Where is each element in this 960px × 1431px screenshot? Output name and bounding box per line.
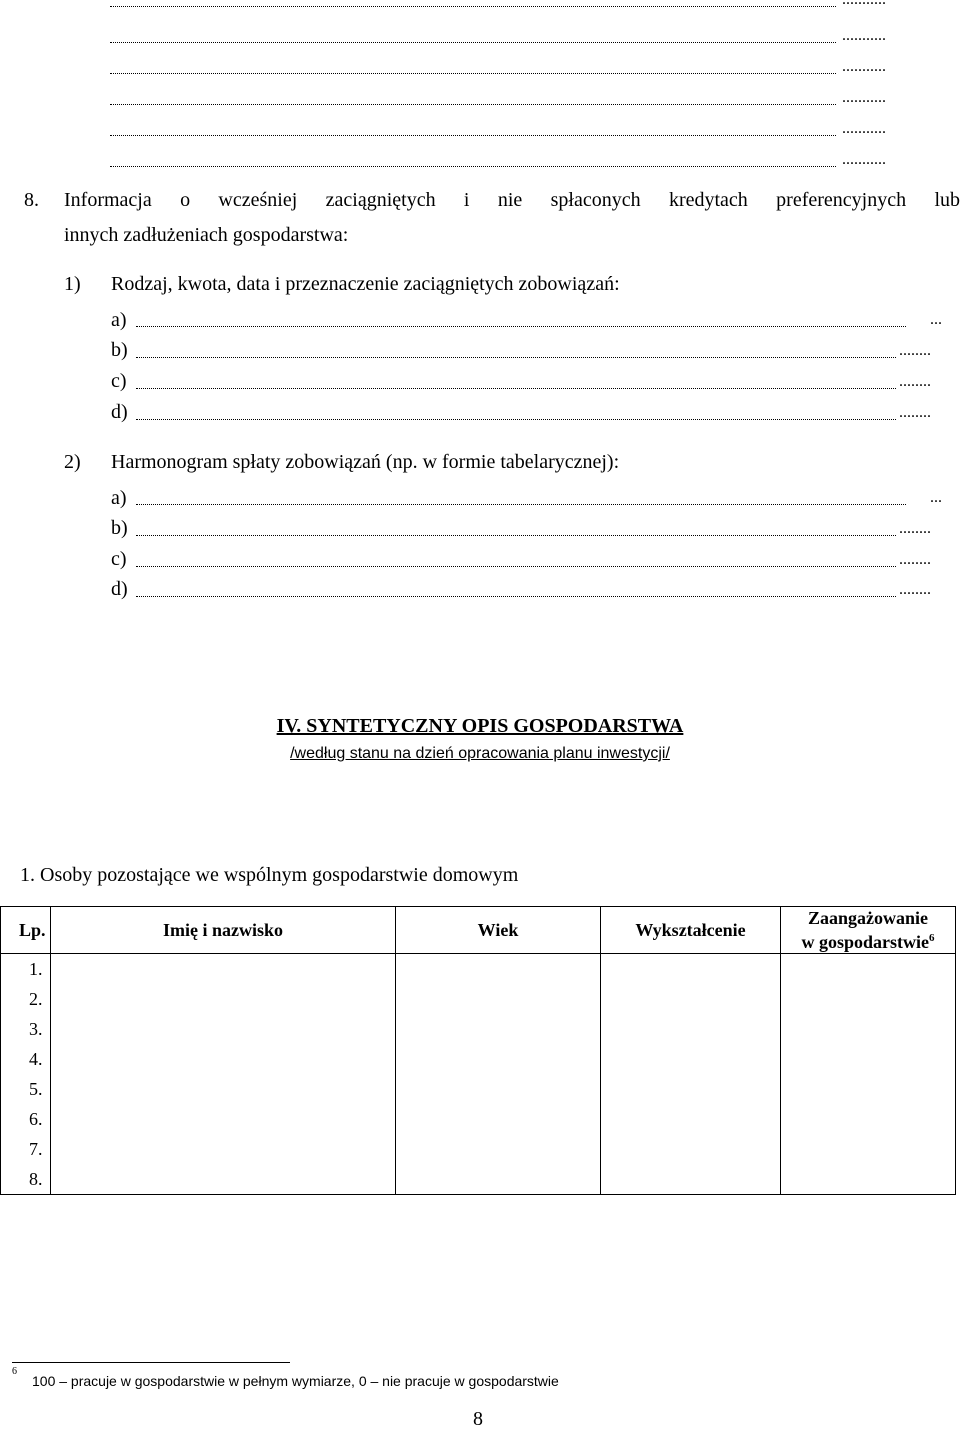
col-education: Wykształcenie: [601, 907, 781, 954]
line-label: b): [111, 339, 128, 361]
table-row: [1, 1104, 956, 1134]
dotted-line: [110, 42, 836, 43]
cell-education[interactable]: [601, 1074, 781, 1104]
cell-name[interactable]: [51, 1164, 396, 1195]
dotted-line-end: ...: [930, 489, 942, 506]
cell-age[interactable]: [396, 1134, 601, 1164]
cell-name[interactable]: [51, 1134, 396, 1164]
cell-education[interactable]: [601, 954, 781, 985]
row-number: 1.: [1, 954, 51, 985]
cell-involvement[interactable]: [781, 1104, 956, 1134]
page-number: 8: [473, 1408, 483, 1430]
dotted-line-end: [842, 0, 886, 8]
cell-education[interactable]: [601, 1014, 781, 1044]
row-number: 4.: [1, 1044, 51, 1074]
cell-age[interactable]: [396, 1014, 601, 1044]
line-label: b): [111, 517, 128, 539]
line-label: d): [111, 578, 128, 600]
row-number: 6.: [1, 1104, 51, 1134]
line-label: a): [111, 487, 127, 509]
dotted-line: [136, 535, 896, 536]
section-iv-subtitle: /według stanu na dzień opracowania planu inwestycji/: [290, 745, 670, 762]
section-title-line2: innych zadłużeniach gospodarstwa:: [64, 224, 349, 246]
table-row: [1, 1074, 956, 1104]
dotted-line: [136, 419, 896, 420]
row-number: 5.: [1, 1074, 51, 1104]
table-row: [1, 1134, 956, 1164]
dotted-line-end: ...........: [842, 120, 886, 137]
cell-education[interactable]: [601, 984, 781, 1014]
cell-involvement[interactable]: [781, 1074, 956, 1104]
table-row: [1, 954, 956, 985]
section-title-line1: Informacja o wcześniej zaciągniętych i nie spłaconych kredytach preferencyjnych lub: [64, 189, 960, 211]
cell-age[interactable]: [396, 954, 601, 985]
line-label: c): [111, 548, 127, 570]
cell-involvement[interactable]: [781, 1044, 956, 1074]
table-row: [1, 1044, 956, 1074]
dotted-line: [136, 566, 896, 567]
item1-label: 1): [64, 273, 81, 295]
table-row: [1, 1014, 956, 1044]
col-involvement-line2: w gospodarstwie: [801, 932, 929, 952]
dotted-line-end: ...: [930, 311, 942, 328]
dotted-line: [110, 166, 836, 167]
cell-name[interactable]: [51, 984, 396, 1014]
cell-education[interactable]: [601, 1104, 781, 1134]
cell-age[interactable]: [396, 1164, 601, 1195]
dotted-line-end: ........: [899, 342, 931, 359]
dotted-line: [110, 73, 836, 74]
cell-name[interactable]: [51, 1014, 396, 1044]
cell-name[interactable]: [51, 1044, 396, 1074]
dotted-line-end: ........: [899, 581, 931, 598]
dotted-line: [136, 596, 896, 597]
line-label: d): [111, 401, 128, 423]
row-number: 2.: [1, 984, 51, 1014]
line-label: a): [111, 309, 127, 331]
dotted-line-end: ........: [899, 551, 931, 568]
item2-text: Harmonogram spłaty zobowiązań (np. w formie tabelarycznej):: [111, 451, 620, 473]
table-row: [1, 1164, 956, 1195]
cell-education[interactable]: [601, 1044, 781, 1074]
item2-label: 2): [64, 451, 81, 473]
dotted-line: [110, 104, 836, 105]
section-number: 8.: [24, 189, 39, 211]
dotted-line: [110, 135, 836, 136]
cell-age[interactable]: [396, 1104, 601, 1134]
cell-age[interactable]: [396, 1074, 601, 1104]
cell-age[interactable]: [396, 984, 601, 1014]
cell-name[interactable]: [51, 954, 396, 985]
dotted-line-end: ...........: [842, 89, 886, 106]
col-involvement: [781, 907, 956, 954]
dotted-line: [136, 326, 906, 327]
dotted-line-end: ...........: [842, 58, 886, 75]
cell-involvement[interactable]: [781, 1164, 956, 1195]
col-lp: Lp.: [1, 907, 51, 954]
footnote-text: 100 – pracuje w gospodarstwie w pełnym wymiarze, 0 – nie pracuje w gospodarstwie: [32, 1373, 559, 1389]
item1-text: Rodzaj, kwota, data i przeznaczenie zaciągniętych zobowiązań:: [111, 273, 620, 295]
table-row: [1, 984, 956, 1014]
cell-age[interactable]: [396, 1044, 601, 1074]
cell-involvement[interactable]: [781, 1014, 956, 1044]
household-table: [0, 906, 956, 1195]
row-number: 3.: [1, 1014, 51, 1044]
footnote-ref: 6: [929, 932, 935, 944]
dotted-line: [110, 6, 836, 7]
dotted-line: [136, 388, 896, 389]
household-heading: 1. Osoby pozostające we wspólnym gospodarstwie domowym: [20, 864, 519, 886]
row-number: 8.: [1, 1164, 51, 1195]
dotted-line-end: ...........: [842, 27, 886, 44]
footnote-mark: 6: [12, 1366, 17, 1377]
col-age: Wiek: [396, 907, 601, 954]
dotted-line-end: ...........: [842, 151, 886, 168]
cell-involvement[interactable]: [781, 1134, 956, 1164]
dotted-line-end: ........: [899, 520, 931, 537]
dotted-line: [136, 357, 896, 358]
col-involvement-line1: Zaangażowanie: [807, 908, 928, 928]
line-label: c): [111, 370, 127, 392]
dotted-line-end: ........: [899, 373, 931, 390]
row-number: 7.: [1, 1134, 51, 1164]
cell-involvement[interactable]: [781, 954, 956, 985]
cell-name[interactable]: [51, 1104, 396, 1134]
table-header-row: [1, 907, 956, 954]
footnote-separator: [12, 1362, 290, 1363]
dotted-line: [136, 504, 906, 505]
cell-involvement[interactable]: [781, 984, 956, 1014]
cell-education[interactable]: [601, 1164, 781, 1195]
section-iv-title: IV. SYNTETYCZNY OPIS GOSPODARSTWA: [276, 715, 684, 737]
cell-name[interactable]: [51, 1074, 396, 1104]
cell-education[interactable]: [601, 1134, 781, 1164]
col-involvement-line2-wrap: [781, 928, 955, 952]
dotted-line-end: ........: [899, 404, 931, 421]
col-name: Imię i nazwisko: [51, 907, 396, 954]
